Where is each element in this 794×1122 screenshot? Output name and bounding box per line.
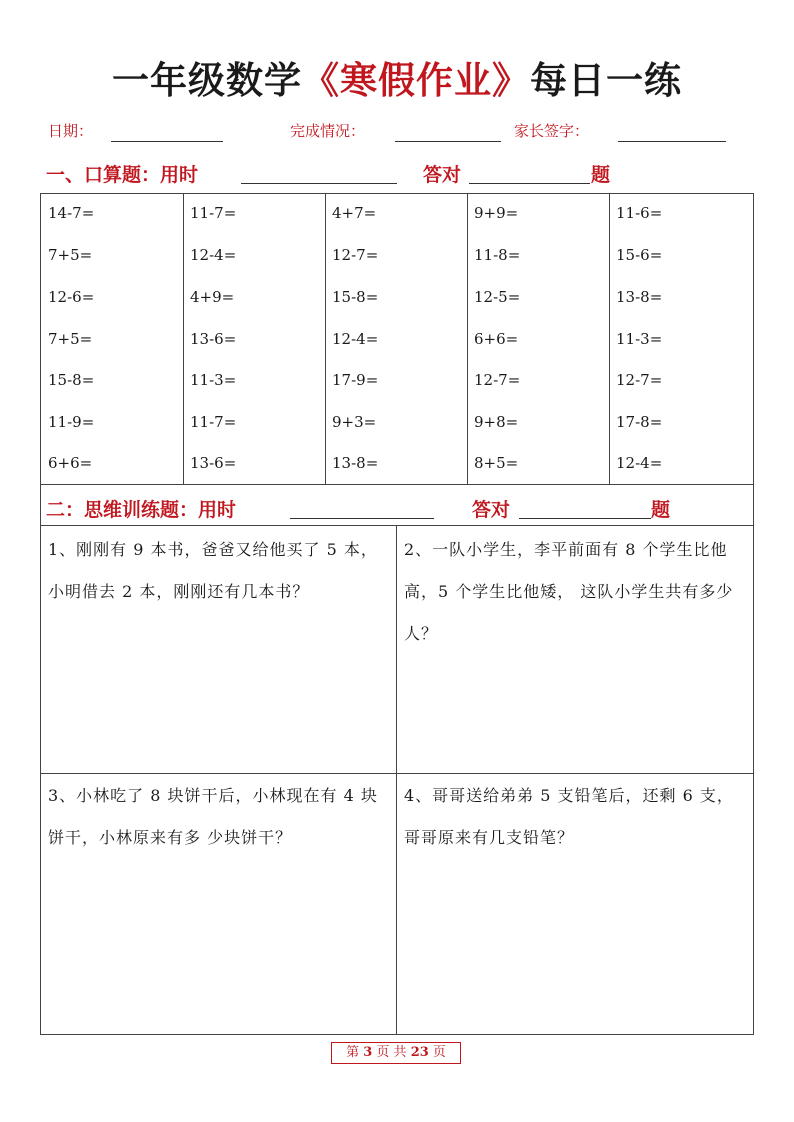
section2-unit: 题 — [651, 499, 671, 521]
arithmetic-item: 11-3= — [190, 371, 237, 389]
arithmetic-item: 11-8= — [474, 246, 521, 264]
section1-time-field[interactable] — [241, 183, 397, 184]
arithmetic-item: 15-8= — [48, 371, 95, 389]
column-divider — [609, 193, 610, 484]
arithmetic-item: 14-7= — [48, 204, 95, 222]
signature-field[interactable] — [618, 141, 726, 142]
arithmetic-item: 13-6= — [190, 454, 237, 472]
section-divider — [40, 484, 754, 485]
arithmetic-item: 13-8= — [616, 288, 663, 306]
arithmetic-item: 12-7= — [474, 371, 521, 389]
arithmetic-item: 12-4= — [332, 330, 379, 348]
arithmetic-item: 11-7= — [190, 204, 237, 222]
section2-correct-label: 答对 — [472, 499, 511, 521]
page-total: 23 — [410, 1045, 429, 1060]
arithmetic-item: 12-4= — [616, 454, 663, 472]
arithmetic-item: 12-5= — [474, 288, 521, 306]
page-number: 3 — [363, 1045, 373, 1060]
completion-field[interactable] — [395, 141, 501, 142]
page-title — [0, 50, 794, 104]
arithmetic-item: 4+9= — [190, 288, 235, 306]
arithmetic-item: 15-8= — [332, 288, 379, 306]
word-problem-1: 1、刚刚有 9 本书，爸爸又给他买了 5 本，小明借去 2 本，刚刚还有几本书？ — [48, 540, 378, 601]
arithmetic-item: 13-6= — [190, 330, 237, 348]
arithmetic-item: 4+7= — [332, 204, 377, 222]
word-problem-4: 4、哥哥送给弟弟 5 支铅笔后，还剩 6 支，哥哥原来有几支铅笔？ — [404, 786, 734, 847]
problem-row-divider — [40, 773, 754, 774]
page-indicator — [331, 1042, 461, 1064]
signature-label: 家长签字： — [514, 122, 590, 140]
arithmetic-item: 11-3= — [616, 330, 663, 348]
word-problem-2: 2、一队小学生，李平前面有 8 个学生比他高，5 个学生比他矮， 这队小学生共有多少人？ — [404, 540, 734, 643]
date-field[interactable] — [111, 141, 223, 142]
title-suffix: 每日一练 — [530, 59, 682, 102]
section1-correct-field[interactable] — [469, 183, 590, 184]
arithmetic-item: 12-7= — [616, 371, 663, 389]
arithmetic-item: 6+6= — [48, 454, 93, 472]
section-divider — [40, 525, 754, 526]
column-divider — [467, 193, 468, 484]
problem-column-divider — [396, 525, 397, 1035]
arithmetic-item: 12-7= — [332, 246, 379, 264]
arithmetic-item: 17-8= — [616, 413, 663, 431]
section1-heading: 一、口算题：用时 — [46, 164, 199, 186]
arithmetic-item: 13-8= — [332, 454, 379, 472]
completion-label: 完成情况： — [290, 122, 366, 140]
arithmetic-item: 17-9= — [332, 371, 379, 389]
arithmetic-item: 9+8= — [474, 413, 519, 431]
arithmetic-item: 11-6= — [616, 204, 663, 222]
section1-unit: 题 — [591, 164, 611, 186]
section2-time-field[interactable] — [290, 518, 434, 519]
word-problem-3: 3、小林吃了 8 块饼干后，小林现在有 4 块饼干，小林原来有多 少块饼干？ — [48, 786, 378, 847]
info-row — [0, 120, 794, 144]
section2-correct-field[interactable] — [519, 518, 651, 519]
section1-correct-label: 答对 — [423, 164, 462, 186]
arithmetic-item: 15-6= — [616, 246, 663, 264]
arithmetic-item: 9+3= — [332, 413, 377, 431]
arithmetic-item: 7+5= — [48, 246, 93, 264]
arithmetic-item: 11-9= — [48, 413, 95, 431]
arithmetic-item: 12-6= — [48, 288, 95, 306]
column-divider — [325, 193, 326, 484]
column-divider — [183, 193, 184, 484]
page-prefix: 第 — [346, 1045, 360, 1060]
arithmetic-item: 12-4= — [190, 246, 237, 264]
page-middle: 页 共 — [376, 1045, 407, 1060]
arithmetic-item: 9+9= — [474, 204, 519, 222]
arithmetic-item: 7+5= — [48, 330, 93, 348]
title-prefix: 一年级数学 — [112, 59, 302, 102]
page-suffix: 页 — [432, 1045, 446, 1060]
arithmetic-item: 6+6= — [474, 330, 519, 348]
section2-heading: 二：思维训练题：用时 — [46, 499, 237, 521]
date-label: 日期： — [48, 122, 94, 140]
arithmetic-item: 8+5= — [474, 454, 519, 472]
title-highlight: 《寒假作业》 — [302, 59, 530, 102]
arithmetic-item: 11-7= — [190, 413, 237, 431]
